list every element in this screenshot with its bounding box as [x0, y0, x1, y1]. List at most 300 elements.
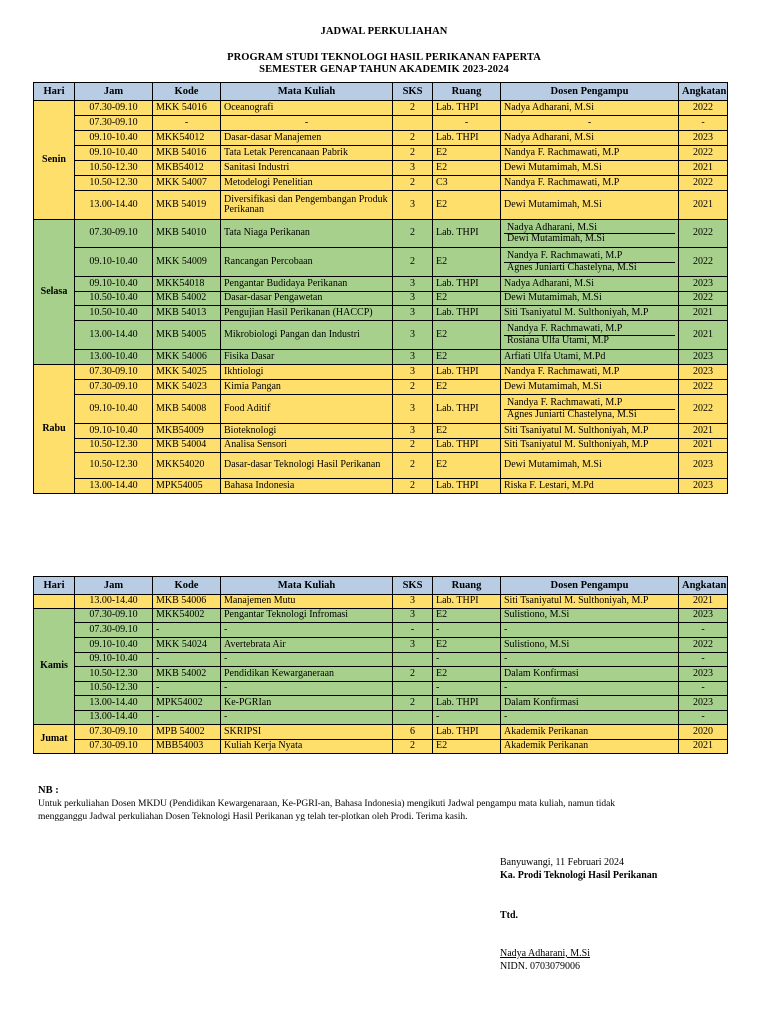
course-code-cell: -	[153, 623, 221, 638]
time-cell: 07.30-09.10	[75, 101, 153, 116]
course-code-cell: MKB 54005	[153, 321, 221, 350]
credits-cell: 2	[393, 453, 433, 479]
credits-cell: 2	[393, 248, 433, 277]
credits-cell: 2	[393, 667, 433, 682]
table-row	[34, 623, 728, 638]
lecturer-cell: Nandya F. Rachmawati, M.P	[501, 365, 679, 380]
lecturer-cell: Siti Tsaniyatul M. Sulthoniyah, M.P	[501, 306, 679, 321]
room-cell: -	[433, 623, 501, 638]
course-name-cell: Analisa Sensori	[221, 439, 393, 453]
time-cell: 07.30-09.10	[75, 725, 153, 740]
table-row	[34, 711, 728, 725]
lecturer-cell: Dewi Mutamimah, M.Si	[501, 292, 679, 306]
table-row	[34, 439, 728, 453]
column-header-jam: Jam	[75, 577, 153, 595]
course-name-cell: Dasar-dasar Manajemen	[221, 131, 393, 146]
room-cell: E2	[433, 350, 501, 365]
time-cell: 10.50-12.30	[75, 161, 153, 176]
time-cell: 13.00-10.40	[75, 350, 153, 365]
table-row	[34, 595, 728, 609]
room-cell: E2	[433, 380, 501, 395]
course-name-cell: Pengantar Teknologi Infromasi	[221, 609, 393, 623]
room-cell: Lab. THPI	[433, 365, 501, 380]
room-cell: E2	[433, 191, 501, 220]
lecturer-cell: Nandya F. Rachmawati, M.P	[501, 146, 679, 161]
credits-cell: 3	[393, 161, 433, 176]
credits-cell: 2	[393, 176, 433, 191]
table-row	[34, 638, 728, 653]
credits-cell: 3	[393, 191, 433, 220]
table-row	[34, 350, 728, 365]
course-code-cell: MKK 54016	[153, 101, 221, 116]
course-name-cell: Tata Niaga Perikanan	[221, 220, 393, 248]
course-code-cell: MKK 54007	[153, 176, 221, 191]
cohort-cell: -	[679, 682, 728, 696]
lecturer-name: Nandya F. Rachmawati, M.P	[507, 250, 623, 261]
table-row	[34, 161, 728, 176]
time-cell: 10.50-12.30	[75, 439, 153, 453]
credits-cell: 2	[393, 439, 433, 453]
cohort-cell: 2022	[679, 146, 728, 161]
course-name-cell: SKRIPSI	[221, 725, 393, 740]
time-cell: 07.30-09.10	[75, 365, 153, 380]
cohort-cell: 2022	[679, 395, 728, 424]
course-code-cell: MKB 54010	[153, 220, 221, 248]
lecturer-cell: Riska F. Lestari, M.Pd	[501, 479, 679, 494]
course-code-cell: MKB 54019	[153, 191, 221, 220]
table-header-row	[34, 83, 728, 101]
credits-cell: 2	[393, 131, 433, 146]
day-cell: Senin	[34, 101, 75, 220]
lecturer-cell: Siti Tsaniyatul M. Sulthoniyah, M.P	[501, 595, 679, 609]
cohort-cell: 2023	[679, 131, 728, 146]
table-row	[34, 146, 728, 161]
course-name-cell: Pengantar Budidaya Perikanan	[221, 277, 393, 292]
room-cell: E2	[433, 740, 501, 754]
course-code-cell: MKK 54024	[153, 638, 221, 653]
room-cell: E2	[433, 453, 501, 479]
room-cell: -	[433, 653, 501, 667]
lecturer-name: Agnes Juniarti Chastelyna, M.Si	[504, 409, 675, 421]
lecturer-name: Rosiana Ulfa Utami, M.P	[504, 335, 675, 347]
credits-cell: 6	[393, 725, 433, 740]
cohort-cell: -	[679, 623, 728, 638]
cohort-cell: 2021	[679, 191, 728, 220]
cohort-cell: 2023	[679, 365, 728, 380]
room-cell: Lab. THPI	[433, 439, 501, 453]
table-row	[34, 667, 728, 682]
table-row	[34, 277, 728, 292]
cohort-cell: 2021	[679, 424, 728, 439]
credits-cell: 3	[393, 609, 433, 623]
note-line: mengganggu Jadwal perkuliahan Dosen Teknologi Hasil Perikanan yg telah ter-plotkan oleh Prodi. Terima kasih.	[38, 812, 468, 822]
credits-cell: 3	[393, 292, 433, 306]
cohort-cell: -	[679, 711, 728, 725]
credits-cell: 3	[393, 395, 433, 424]
room-cell: E2	[433, 292, 501, 306]
course-name-cell: Oceanografi	[221, 101, 393, 116]
cohort-cell: 2023	[679, 479, 728, 494]
credits-cell: 3	[393, 424, 433, 439]
course-code-cell: MKB 54002	[153, 292, 221, 306]
time-cell: 09.10-10.40	[75, 653, 153, 667]
time-cell: 07.30-09.10	[75, 116, 153, 131]
lecturer-cell: -	[501, 711, 679, 725]
lecturer-cell: Nadya Adharani, M.Si	[501, 277, 679, 292]
lecturer-cell: Dewi Mutamimah, M.Si	[501, 453, 679, 479]
cohort-cell: 2021	[679, 439, 728, 453]
course-name-cell: Fisika Dasar	[221, 350, 393, 365]
course-name-cell: Bahasa Indonesia	[221, 479, 393, 494]
course-code-cell: MKB54009	[153, 424, 221, 439]
table-row	[34, 248, 728, 277]
room-cell: E2	[433, 638, 501, 653]
room-cell: E2	[433, 161, 501, 176]
course-name-cell: Pengujian Hasil Perikanan (HACCP)	[221, 306, 393, 321]
day-cell: Rabu	[34, 365, 75, 494]
course-code-cell: MPK54002	[153, 696, 221, 711]
course-code-cell: -	[153, 653, 221, 667]
time-cell: 07.30-09.10	[75, 220, 153, 248]
course-code-cell: MKB 54016	[153, 146, 221, 161]
column-header-ruang: Ruang	[433, 83, 501, 101]
lecturer-cell	[501, 395, 679, 424]
course-code-cell: MKK 54009	[153, 248, 221, 277]
table-row	[34, 116, 728, 131]
cohort-cell: 2022	[679, 101, 728, 116]
table-row	[34, 424, 728, 439]
table-row	[34, 131, 728, 146]
table-row	[34, 696, 728, 711]
room-cell: E2	[433, 609, 501, 623]
note-line: Untuk perkuliahan Dosen MKDU (Pendidikan Kewargenaraan, Ke-PGRI-an, Bahasa Indonesia) mengikuti Jadwal pengampu mata kuliah, namun tidak	[38, 799, 616, 809]
cohort-cell: 2022	[679, 292, 728, 306]
document-title: JADWAL PERKULIAHAN	[320, 26, 448, 37]
room-cell: Lab. THPI	[433, 220, 501, 248]
time-cell: 10.50-12.30	[75, 667, 153, 682]
schedule-table-1	[33, 82, 728, 494]
time-cell: 09.10-10.40	[75, 424, 153, 439]
column-header-kode: Kode	[153, 83, 221, 101]
cohort-cell: 2023	[679, 696, 728, 711]
credits-cell: 2	[393, 146, 433, 161]
lecturer-cell: -	[501, 116, 679, 131]
credits-cell	[393, 116, 433, 131]
day-cell: Jumat	[34, 725, 75, 754]
course-name-cell: -	[221, 711, 393, 725]
column-header-angkatan: Angkatan	[679, 83, 728, 101]
signature-block	[500, 856, 657, 973]
course-code-cell: MKB 54006	[153, 595, 221, 609]
table-row	[34, 306, 728, 321]
cohort-cell: 2023	[679, 667, 728, 682]
credits-cell	[393, 682, 433, 696]
course-code-cell: -	[153, 116, 221, 131]
cohort-cell: 2023	[679, 609, 728, 623]
course-name-cell: -	[221, 653, 393, 667]
course-name-cell: Ikhtiologi	[221, 365, 393, 380]
day-cell: Selasa	[34, 220, 75, 365]
lecturer-cell: -	[501, 623, 679, 638]
ttd-mark: Ttd.	[500, 910, 519, 921]
time-cell: 09.10-10.40	[75, 277, 153, 292]
lecturer-cell: Nandya F. Rachmawati, M.P	[501, 176, 679, 191]
time-cell: 09.10-10.40	[75, 395, 153, 424]
cohort-cell: 2022	[679, 220, 728, 248]
column-header-ruang: Ruang	[433, 577, 501, 595]
cohort-cell: 2022	[679, 176, 728, 191]
signer-name: Nadya Adharani, M.Si	[500, 948, 590, 959]
lecturer-name: Nandya F. Rachmawati, M.P	[507, 397, 623, 408]
cohort-cell: 2021	[679, 595, 728, 609]
table-row	[34, 321, 728, 350]
cohort-cell: 2022	[679, 638, 728, 653]
course-name-cell: Tata Letak Perencanaan Pabrik	[221, 146, 393, 161]
note-section	[38, 784, 615, 824]
lecturer-cell: Dewi Mutamimah, M.Si	[501, 191, 679, 220]
course-code-cell: -	[153, 711, 221, 725]
course-code-cell: MKK54018	[153, 277, 221, 292]
room-cell: Lab. THPI	[433, 725, 501, 740]
credits-cell: 3	[393, 595, 433, 609]
table-row	[34, 479, 728, 494]
room-cell: E2	[433, 146, 501, 161]
course-name-cell: Mikrobiologi Pangan dan Industri	[221, 321, 393, 350]
cohort-cell: 2021	[679, 161, 728, 176]
lecturer-cell	[501, 321, 679, 350]
lecturer-cell	[501, 248, 679, 277]
credits-cell: 3	[393, 638, 433, 653]
course-code-cell: MKB 54004	[153, 439, 221, 453]
course-name-cell: Dasar-dasar Teknologi Hasil Perikanan	[221, 453, 393, 479]
credits-cell: 2	[393, 696, 433, 711]
room-cell: E2	[433, 248, 501, 277]
lecturer-cell: Sulistiono, M.Si	[501, 638, 679, 653]
lecturer-cell: Nadya Adharani, M.Si	[501, 131, 679, 146]
course-code-cell: MBB54003	[153, 740, 221, 754]
cohort-cell: 2023	[679, 277, 728, 292]
course-name-cell: Ke-PGRIan	[221, 696, 393, 711]
time-cell: 13.00-14.40	[75, 595, 153, 609]
time-cell: 13.00-14.40	[75, 321, 153, 350]
course-name-cell: Diversifikasi dan Pengembangan Produk Perikanan	[221, 191, 393, 220]
semester-title: SEMESTER GENAP TAHUN AKADEMIK 2023-2024	[259, 64, 509, 75]
cohort-cell: -	[679, 653, 728, 667]
column-header-dosen-pengampu: Dosen Pengampu	[501, 577, 679, 595]
note-label: NB :	[38, 785, 59, 796]
room-cell: Lab. THPI	[433, 395, 501, 424]
cohort-cell: 2021	[679, 321, 728, 350]
signer-position: Ka. Prodi Teknologi Hasil Perikanan	[500, 870, 658, 881]
credits-cell: 3	[393, 306, 433, 321]
table-header-row	[34, 577, 728, 595]
time-cell: 13.00-14.40	[75, 711, 153, 725]
cohort-cell: 2020	[679, 725, 728, 740]
table-row	[34, 453, 728, 479]
course-name-cell: Sanitasi Industri	[221, 161, 393, 176]
time-cell: 13.00-14.40	[75, 479, 153, 494]
room-cell: -	[433, 711, 501, 725]
course-name-cell: Kuliah Kerja Nyata	[221, 740, 393, 754]
time-cell: 07.30-09.10	[75, 740, 153, 754]
credits-cell: 2	[393, 740, 433, 754]
room-cell: Lab. THPI	[433, 696, 501, 711]
course-code-cell: MKK54020	[153, 453, 221, 479]
lecturer-cell: Dalam Konfirmasi	[501, 696, 679, 711]
lecturer-cell: Akademik Perikanan	[501, 740, 679, 754]
credits-cell: 3	[393, 350, 433, 365]
lecturer-cell: Dalam Konfirmasi	[501, 667, 679, 682]
credits-cell: 2	[393, 380, 433, 395]
table-row	[34, 740, 728, 754]
course-code-cell: MKK 54023	[153, 380, 221, 395]
course-code-cell: MKK 54025	[153, 365, 221, 380]
cohort-cell: 2021	[679, 740, 728, 754]
column-header-hari: Hari	[34, 577, 75, 595]
time-cell: 13.00-14.40	[75, 191, 153, 220]
table-row	[34, 292, 728, 306]
lecturer-cell: -	[501, 653, 679, 667]
cohort-cell: -	[679, 116, 728, 131]
room-cell: E2	[433, 424, 501, 439]
lecturer-cell: Siti Tsaniyatul M. Sulthoniyah, M.P	[501, 439, 679, 453]
schedule-table-2	[33, 576, 728, 754]
column-header-jam: Jam	[75, 83, 153, 101]
table-row	[34, 653, 728, 667]
lecturer-cell: Nadya Adharani, M.Si	[501, 101, 679, 116]
course-name-cell: Kimia Pangan	[221, 380, 393, 395]
day-cell: Kamis	[34, 609, 75, 725]
time-cell: 09.10-10.40	[75, 131, 153, 146]
time-cell: 10.50-10.40	[75, 306, 153, 321]
course-name-cell: Food Aditif	[221, 395, 393, 424]
table-row	[34, 191, 728, 220]
course-name-cell: -	[221, 623, 393, 638]
credits-cell: 2	[393, 479, 433, 494]
lecturer-cell: Siti Tsaniyatul M. Sulthoniyah, M.P	[501, 424, 679, 439]
course-code-cell: -	[153, 682, 221, 696]
credits-cell: 2	[393, 101, 433, 116]
cohort-cell: 2022	[679, 380, 728, 395]
time-cell: 09.10-10.40	[75, 248, 153, 277]
course-name-cell: -	[221, 116, 393, 131]
place-date: Banyuwangi, 11 Februari 2024	[500, 857, 625, 868]
column-header-angkatan: Angkatan	[679, 577, 728, 595]
room-cell: Lab. THPI	[433, 479, 501, 494]
column-header-mata-kuliah: Mata Kuliah	[221, 577, 393, 595]
table-row	[34, 380, 728, 395]
lecturer-cell: Akademik Perikanan	[501, 725, 679, 740]
room-cell: -	[433, 682, 501, 696]
course-code-cell: MKK54002	[153, 609, 221, 623]
room-cell: Lab. THPI	[433, 595, 501, 609]
time-cell: 13.00-14.40	[75, 696, 153, 711]
cohort-cell: 2021	[679, 306, 728, 321]
lecturer-name: Dewi Mutamimah, M.Si	[504, 233, 675, 245]
table-row	[34, 365, 728, 380]
table-row	[34, 609, 728, 623]
room-cell: Lab. THPI	[433, 306, 501, 321]
cohort-cell: 2023	[679, 453, 728, 479]
lecturer-name: Nadya Adharani, M.Si	[507, 221, 597, 233]
course-code-cell: MKB54012	[153, 161, 221, 176]
room-cell: -	[433, 116, 501, 131]
table-row	[34, 682, 728, 696]
room-cell: C3	[433, 176, 501, 191]
signer-nidn: NIDN. 0703079006	[500, 961, 580, 972]
table-row	[34, 101, 728, 116]
table-row	[34, 220, 728, 248]
course-name-cell: Manajemen Mutu	[221, 595, 393, 609]
time-cell: 09.10-10.40	[75, 146, 153, 161]
course-name-cell: -	[221, 682, 393, 696]
time-cell: 07.30-09.10	[75, 623, 153, 638]
lecturer-cell	[501, 220, 679, 248]
course-code-cell: MKB 54013	[153, 306, 221, 321]
course-name-cell: Avertebrata Air	[221, 638, 393, 653]
cohort-cell: 2023	[679, 350, 728, 365]
course-name-cell: Bioteknologi	[221, 424, 393, 439]
time-cell: 10.50-12.30	[75, 453, 153, 479]
credits-cell	[393, 653, 433, 667]
lecturer-cell: Dewi Mutamimah, M.Si	[501, 161, 679, 176]
column-header-dosen-pengampu: Dosen Pengampu	[501, 83, 679, 101]
course-code-cell: MKB 54002	[153, 667, 221, 682]
room-cell: Lab. THPI	[433, 131, 501, 146]
column-header-kode: Kode	[153, 577, 221, 595]
column-header-hari: Hari	[34, 83, 75, 101]
room-cell: Lab. THPI	[433, 101, 501, 116]
time-cell: 07.30-09.10	[75, 609, 153, 623]
course-name-cell: Pendidikan Kewarganeraan	[221, 667, 393, 682]
lecturer-name: Nandya F. Rachmawati, M.P	[507, 323, 623, 334]
column-header-mata-kuliah: Mata Kuliah	[221, 83, 393, 101]
credits-cell: 3	[393, 277, 433, 292]
time-cell: 10.50-12.30	[75, 176, 153, 191]
cohort-cell: 2022	[679, 248, 728, 277]
course-code-cell: MKK 54006	[153, 350, 221, 365]
room-cell: E2	[433, 667, 501, 682]
course-code-cell: MKK54012	[153, 131, 221, 146]
time-cell: 10.50-12.30	[75, 682, 153, 696]
credits-cell: 3	[393, 321, 433, 350]
course-name-cell: Dasar-dasar Pengawetan	[221, 292, 393, 306]
lecturer-cell: -	[501, 682, 679, 696]
course-code-cell: MKB 54008	[153, 395, 221, 424]
table-row	[34, 176, 728, 191]
course-name-cell: Rancangan Percobaan	[221, 248, 393, 277]
day-cell	[34, 595, 75, 609]
column-header-sks: SKS	[393, 83, 433, 101]
time-cell: 07.30-09.10	[75, 380, 153, 395]
credits-cell: 2	[393, 220, 433, 248]
lecturer-name: Agnes Juniarti Chastelyna, M.Si	[504, 262, 675, 274]
course-code-cell: MPB 54002	[153, 725, 221, 740]
column-header-sks: SKS	[393, 577, 433, 595]
table-row	[34, 395, 728, 424]
time-cell: 09.10-10.40	[75, 638, 153, 653]
credits-cell: -	[393, 623, 433, 638]
course-code-cell: MPK54005	[153, 479, 221, 494]
course-name-cell: Metodelogi Penelitian	[221, 176, 393, 191]
time-cell: 10.50-10.40	[75, 292, 153, 306]
credits-cell	[393, 711, 433, 725]
lecturer-cell: Dewi Mutamimah, M.Si	[501, 380, 679, 395]
lecturer-cell: Sulistiono, M.Si	[501, 609, 679, 623]
lecturer-cell: Arfiati Ulfa Utami, M.Pd	[501, 350, 679, 365]
program-title: PROGRAM STUDI TEKNOLOGI HASIL PERIKANAN FAPERTA	[227, 52, 541, 63]
credits-cell: 3	[393, 365, 433, 380]
